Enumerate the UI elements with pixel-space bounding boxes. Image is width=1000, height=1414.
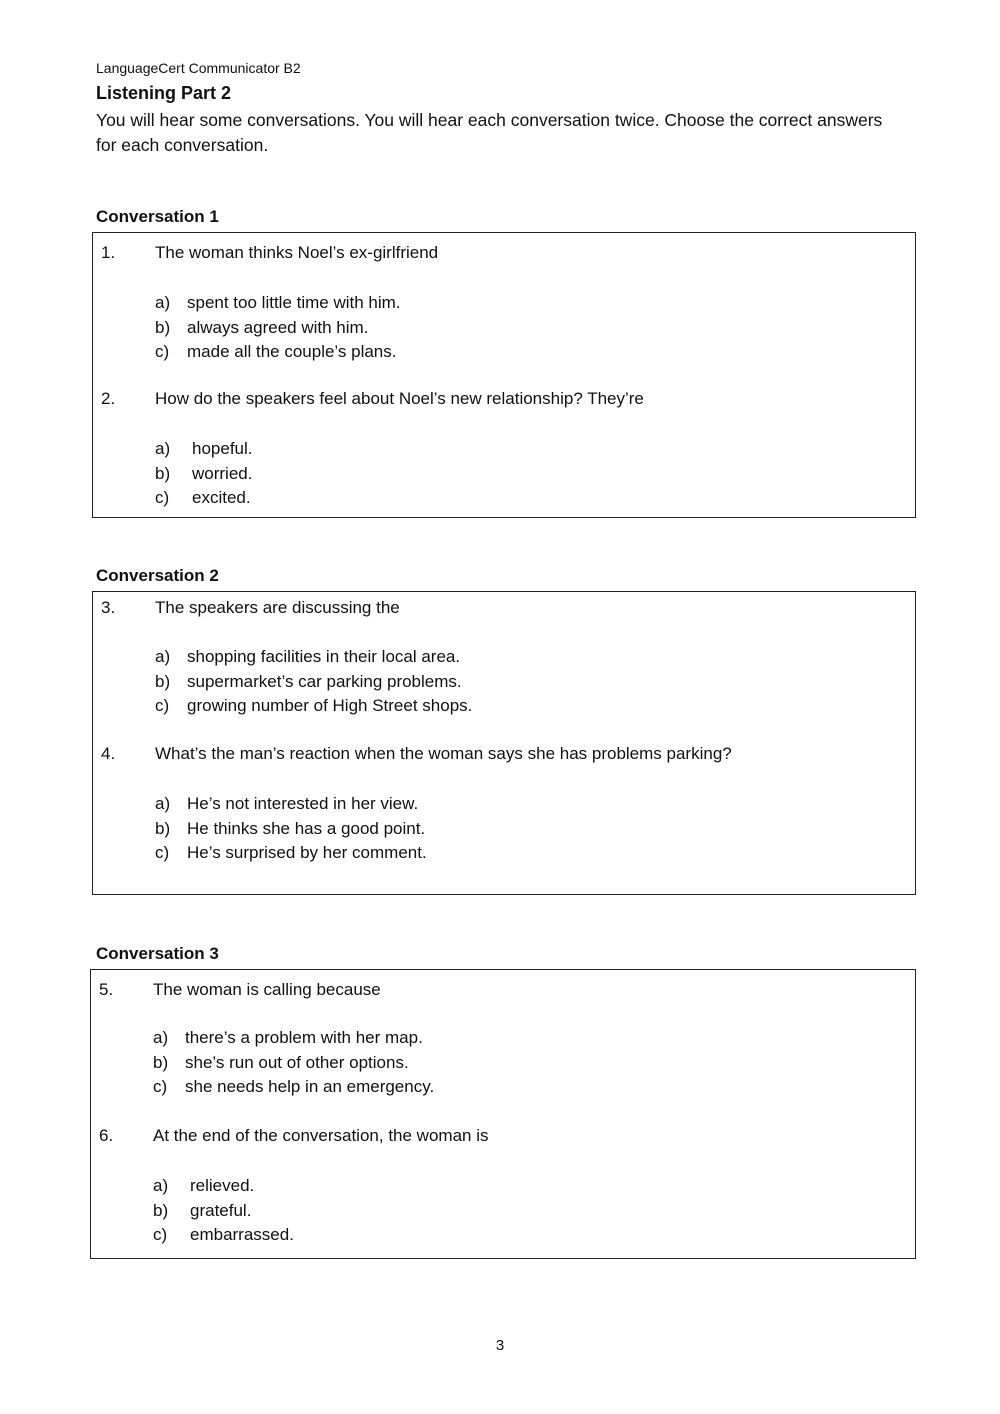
option-letter: a) — [153, 1028, 169, 1047]
option-text: there’s a problem with her map. — [185, 1028, 423, 1047]
option-letter: c) — [155, 696, 170, 715]
option-text: excited. — [192, 488, 251, 507]
option-text: she’s run out of other options. — [185, 1052, 409, 1072]
option-letter: b) — [155, 317, 171, 337]
option-text: He’s surprised by her comment. — [187, 843, 427, 862]
answer-option[interactable] — [155, 486, 253, 511]
page-title: Listening Part 2 — [96, 83, 232, 103]
option-letter: a) — [155, 794, 171, 813]
option-letter: b) — [153, 1200, 169, 1220]
answer-option[interactable] — [153, 1075, 434, 1100]
answer-option[interactable] — [155, 792, 427, 817]
answer-option[interactable] — [155, 841, 427, 866]
option-letter: b) — [155, 818, 171, 838]
answer-option[interactable] — [155, 340, 401, 365]
answer-option[interactable] — [155, 462, 253, 487]
answer-option[interactable] — [155, 694, 472, 719]
question-number: 6. — [99, 1126, 114, 1145]
option-letter: b) — [155, 671, 171, 691]
option-text: supermarket’s car parking problems. — [187, 671, 462, 691]
answer-option[interactable] — [153, 1223, 294, 1248]
answer-option[interactable] — [155, 291, 401, 316]
question-text: The speakers are discussing the — [155, 598, 400, 617]
option-letter: c) — [155, 488, 170, 507]
option-text: relieved. — [190, 1176, 255, 1195]
question-text: At the end of the conversation, the woman is — [153, 1126, 489, 1145]
option-text: He thinks she has a good point. — [187, 818, 426, 838]
answer-option[interactable] — [155, 645, 472, 670]
option-text: always agreed with him. — [187, 317, 369, 337]
option-letter: a) — [155, 439, 171, 458]
answer-option[interactable] — [153, 1174, 294, 1199]
option-letter: a) — [155, 647, 171, 666]
conversation-heading: Conversation 1 — [96, 207, 219, 226]
answer-options — [155, 645, 472, 719]
question-number: 5. — [99, 980, 114, 999]
answer-option[interactable] — [155, 817, 427, 842]
option-letter: b) — [155, 463, 171, 483]
conversation-heading: Conversation 3 — [96, 944, 219, 963]
question-text: How do the speakers feel about Noel’s new relationship? They’re — [155, 389, 644, 408]
option-letter: c) — [155, 843, 170, 862]
answer-options — [153, 1026, 434, 1100]
conversation-heading: Conversation 2 — [96, 566, 219, 585]
option-text: spent too little time with him. — [187, 293, 401, 312]
option-letter: a) — [155, 293, 171, 312]
option-text: made all the couple’s plans. — [187, 342, 397, 361]
question-text: The woman is calling because — [153, 980, 381, 999]
option-text: shopping facilities in their local area. — [187, 647, 461, 666]
exam-label: LanguageCert Communicator B2 — [96, 60, 301, 76]
option-text: grateful. — [190, 1200, 252, 1220]
option-letter: c) — [155, 342, 170, 361]
answer-option[interactable] — [155, 670, 472, 695]
instructions: You will hear some conversations. You will hear each conversation twice. Choose the correct answers for each conversation. — [96, 110, 883, 155]
answer-option[interactable] — [155, 316, 401, 341]
option-letter: c) — [153, 1077, 168, 1096]
option-text: hopeful. — [192, 439, 253, 458]
conversation-box — [92, 591, 916, 895]
option-letter: a) — [153, 1176, 169, 1195]
answer-option[interactable] — [153, 1199, 294, 1224]
option-text: growing number of High Street shops. — [187, 696, 473, 715]
option-text: embarrassed. — [190, 1225, 294, 1244]
answer-option[interactable] — [155, 437, 253, 462]
answer-options — [155, 291, 401, 365]
question-text: The woman thinks Noel’s ex-girlfriend — [155, 243, 439, 262]
question-text: What’s the man’s reaction when the woman says she has problems parking? — [155, 744, 732, 763]
page-number: 3 — [495, 1337, 505, 1354]
option-text: He’s not interested in her view. — [187, 794, 419, 813]
question-number: 2. — [101, 389, 116, 408]
conversation-box — [90, 969, 916, 1259]
question-number: 3. — [101, 598, 116, 617]
question-number: 1. — [101, 243, 116, 262]
answer-option[interactable] — [153, 1051, 434, 1076]
option-text: worried. — [192, 463, 253, 483]
answer-options — [155, 792, 427, 866]
option-letter: c) — [153, 1225, 168, 1244]
answer-options — [155, 437, 253, 511]
question-number: 4. — [101, 744, 116, 763]
conversation-box — [92, 232, 916, 518]
answer-options — [153, 1174, 294, 1248]
option-text: she needs help in an emergency. — [185, 1077, 435, 1096]
option-letter: b) — [153, 1052, 169, 1072]
answer-option[interactable] — [153, 1026, 434, 1051]
